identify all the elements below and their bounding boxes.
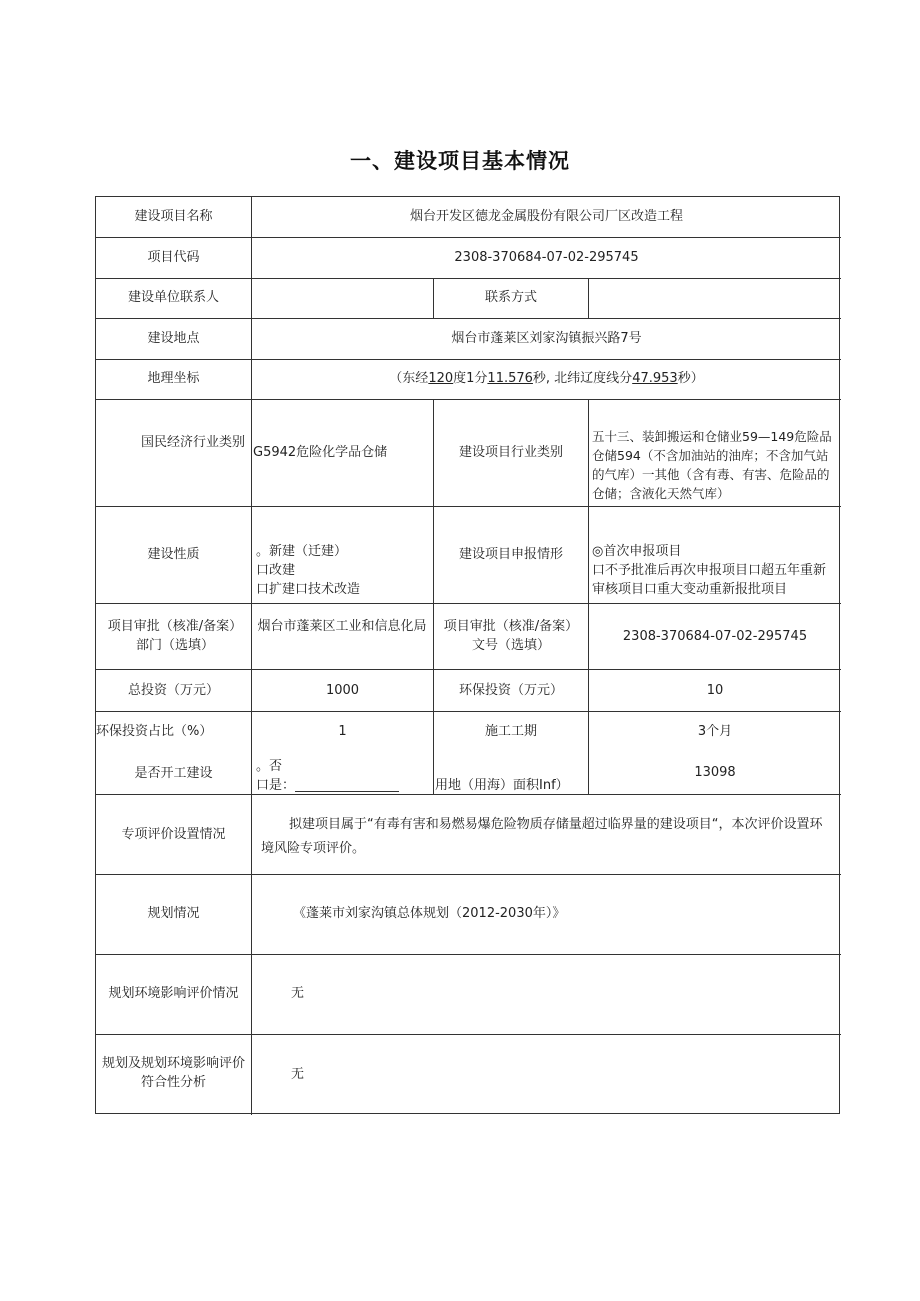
value-project-name: 烟台开发区德龙金属股份有限公司厂区改造工程 — [409, 209, 683, 224]
label-project-industry: 建设项目行业类别 — [458, 445, 563, 460]
coords-suffix: 秒） — [677, 371, 704, 386]
value-coordinates — [252, 369, 841, 388]
longitude-seconds: 11.576 — [487, 371, 533, 386]
label-approval-dept: 项目审批（核准/备案）部门（选填） — [107, 619, 243, 653]
latitude-seconds: 47.953 — [632, 371, 678, 386]
option-first-declaration: ◎首次申报项目 — [592, 544, 682, 559]
label-project-code: 项目代码 — [147, 250, 200, 265]
value-approval-dept: 烟台市蓬莱区工业和信息化局 — [257, 619, 427, 634]
label-land-area: 用地（用海）面积Inf） — [435, 778, 569, 793]
label-location: 建设地点 — [147, 331, 200, 346]
label-approval-number: 项目审批（核准/备案）文号（选填） — [443, 619, 579, 653]
option-yes — [256, 776, 432, 795]
label-industry-category: 国民经济行业类别 — [141, 435, 246, 450]
label-coordinates: 地理坐标 — [147, 371, 200, 386]
option-new-build: 。新建（迁建） — [256, 544, 348, 559]
value-industry-category: G5942危险化学品仓储 — [253, 445, 388, 460]
option-expand-tech: 口扩建口技术改造 — [256, 582, 361, 597]
value-planning-conformity: 无 — [291, 1067, 305, 1082]
value-declaration-type — [592, 542, 838, 599]
label-env-ratio: 环保投资占比（%） — [96, 724, 213, 739]
value-construction-period: 3个月 — [697, 724, 733, 739]
value-env-ratio: 1 — [338, 724, 347, 739]
value-construction-nature — [256, 542, 432, 599]
label-total-investment: 总投资（万元） — [127, 683, 219, 698]
blank-line — [295, 779, 399, 792]
label-contact-person: 建设单位联系人 — [127, 290, 219, 305]
label-declaration-type: 建设项目申报情形 — [458, 547, 563, 562]
label-planning: 规划情况 — [147, 906, 200, 921]
label-special-evaluation: 专项评价设置情况 — [121, 827, 226, 842]
option-rebuild: 口改建 — [256, 563, 296, 578]
value-planning: 《蓬莱市刘家沟镇总体规划（2012-2030年）》 — [293, 906, 566, 921]
option-other-declaration: 口不予批准后再次申报项目口超五年重新审核项目口重大变动重新报批项目 — [592, 563, 827, 597]
coords-prefix: （东经 — [389, 371, 429, 386]
value-total-investment: 1000 — [325, 683, 360, 698]
value-started — [256, 757, 432, 795]
coords-mid1: 度1分 — [453, 371, 488, 386]
label-env-investment: 环保投资（万元） — [458, 683, 563, 698]
value-project-industry: 五十三、装卸搬运和仓储业59—149危险品仓储594（不含加油站的油库；不含加气站的气库）一其他（含有毒、有害、危险品的仓储；含液化天然气库） — [592, 429, 832, 501]
label-planning-conformity: 规划及规划环境影响评价符合性分析 — [101, 1056, 245, 1090]
coords-mid2: 秒, 北纬辽度线分 — [532, 371, 633, 386]
value-approval-number: 2308-370684-07-02-295745 — [622, 629, 808, 644]
label-construction-period: 施工工期 — [484, 724, 537, 739]
label-project-name: 建设项目名称 — [134, 209, 213, 224]
label-construction-nature: 建设性质 — [147, 547, 200, 562]
label-planning-eia: 规划环境影响评价情况 — [108, 986, 239, 1001]
longitude-degrees: 120 — [428, 371, 454, 386]
page-title: 一、建设项目基本情况 — [350, 149, 570, 173]
value-env-investment: 10 — [706, 683, 724, 698]
value-special-evaluation: 拟建项目属于“有毒有害和易燃易爆危险物质存储量超过临界量的建设项目“，本次评价设置环境风险专项评价。 — [261, 817, 823, 856]
label-started: 是否开工建设 — [134, 766, 213, 781]
basic-info-table — [95, 196, 840, 1114]
label-contact-method: 联系方式 — [484, 290, 537, 305]
option-no: 。否 — [256, 759, 283, 774]
value-planning-eia: 无 — [291, 986, 305, 1001]
value-land-area: 13098 — [694, 765, 736, 780]
value-project-code: 2308-370684-07-02-295745 — [454, 250, 639, 265]
option-yes-label: 口是： — [256, 778, 296, 793]
value-location: 烟台市蓬莱区刘家沟镇振兴路7号 — [451, 331, 642, 346]
